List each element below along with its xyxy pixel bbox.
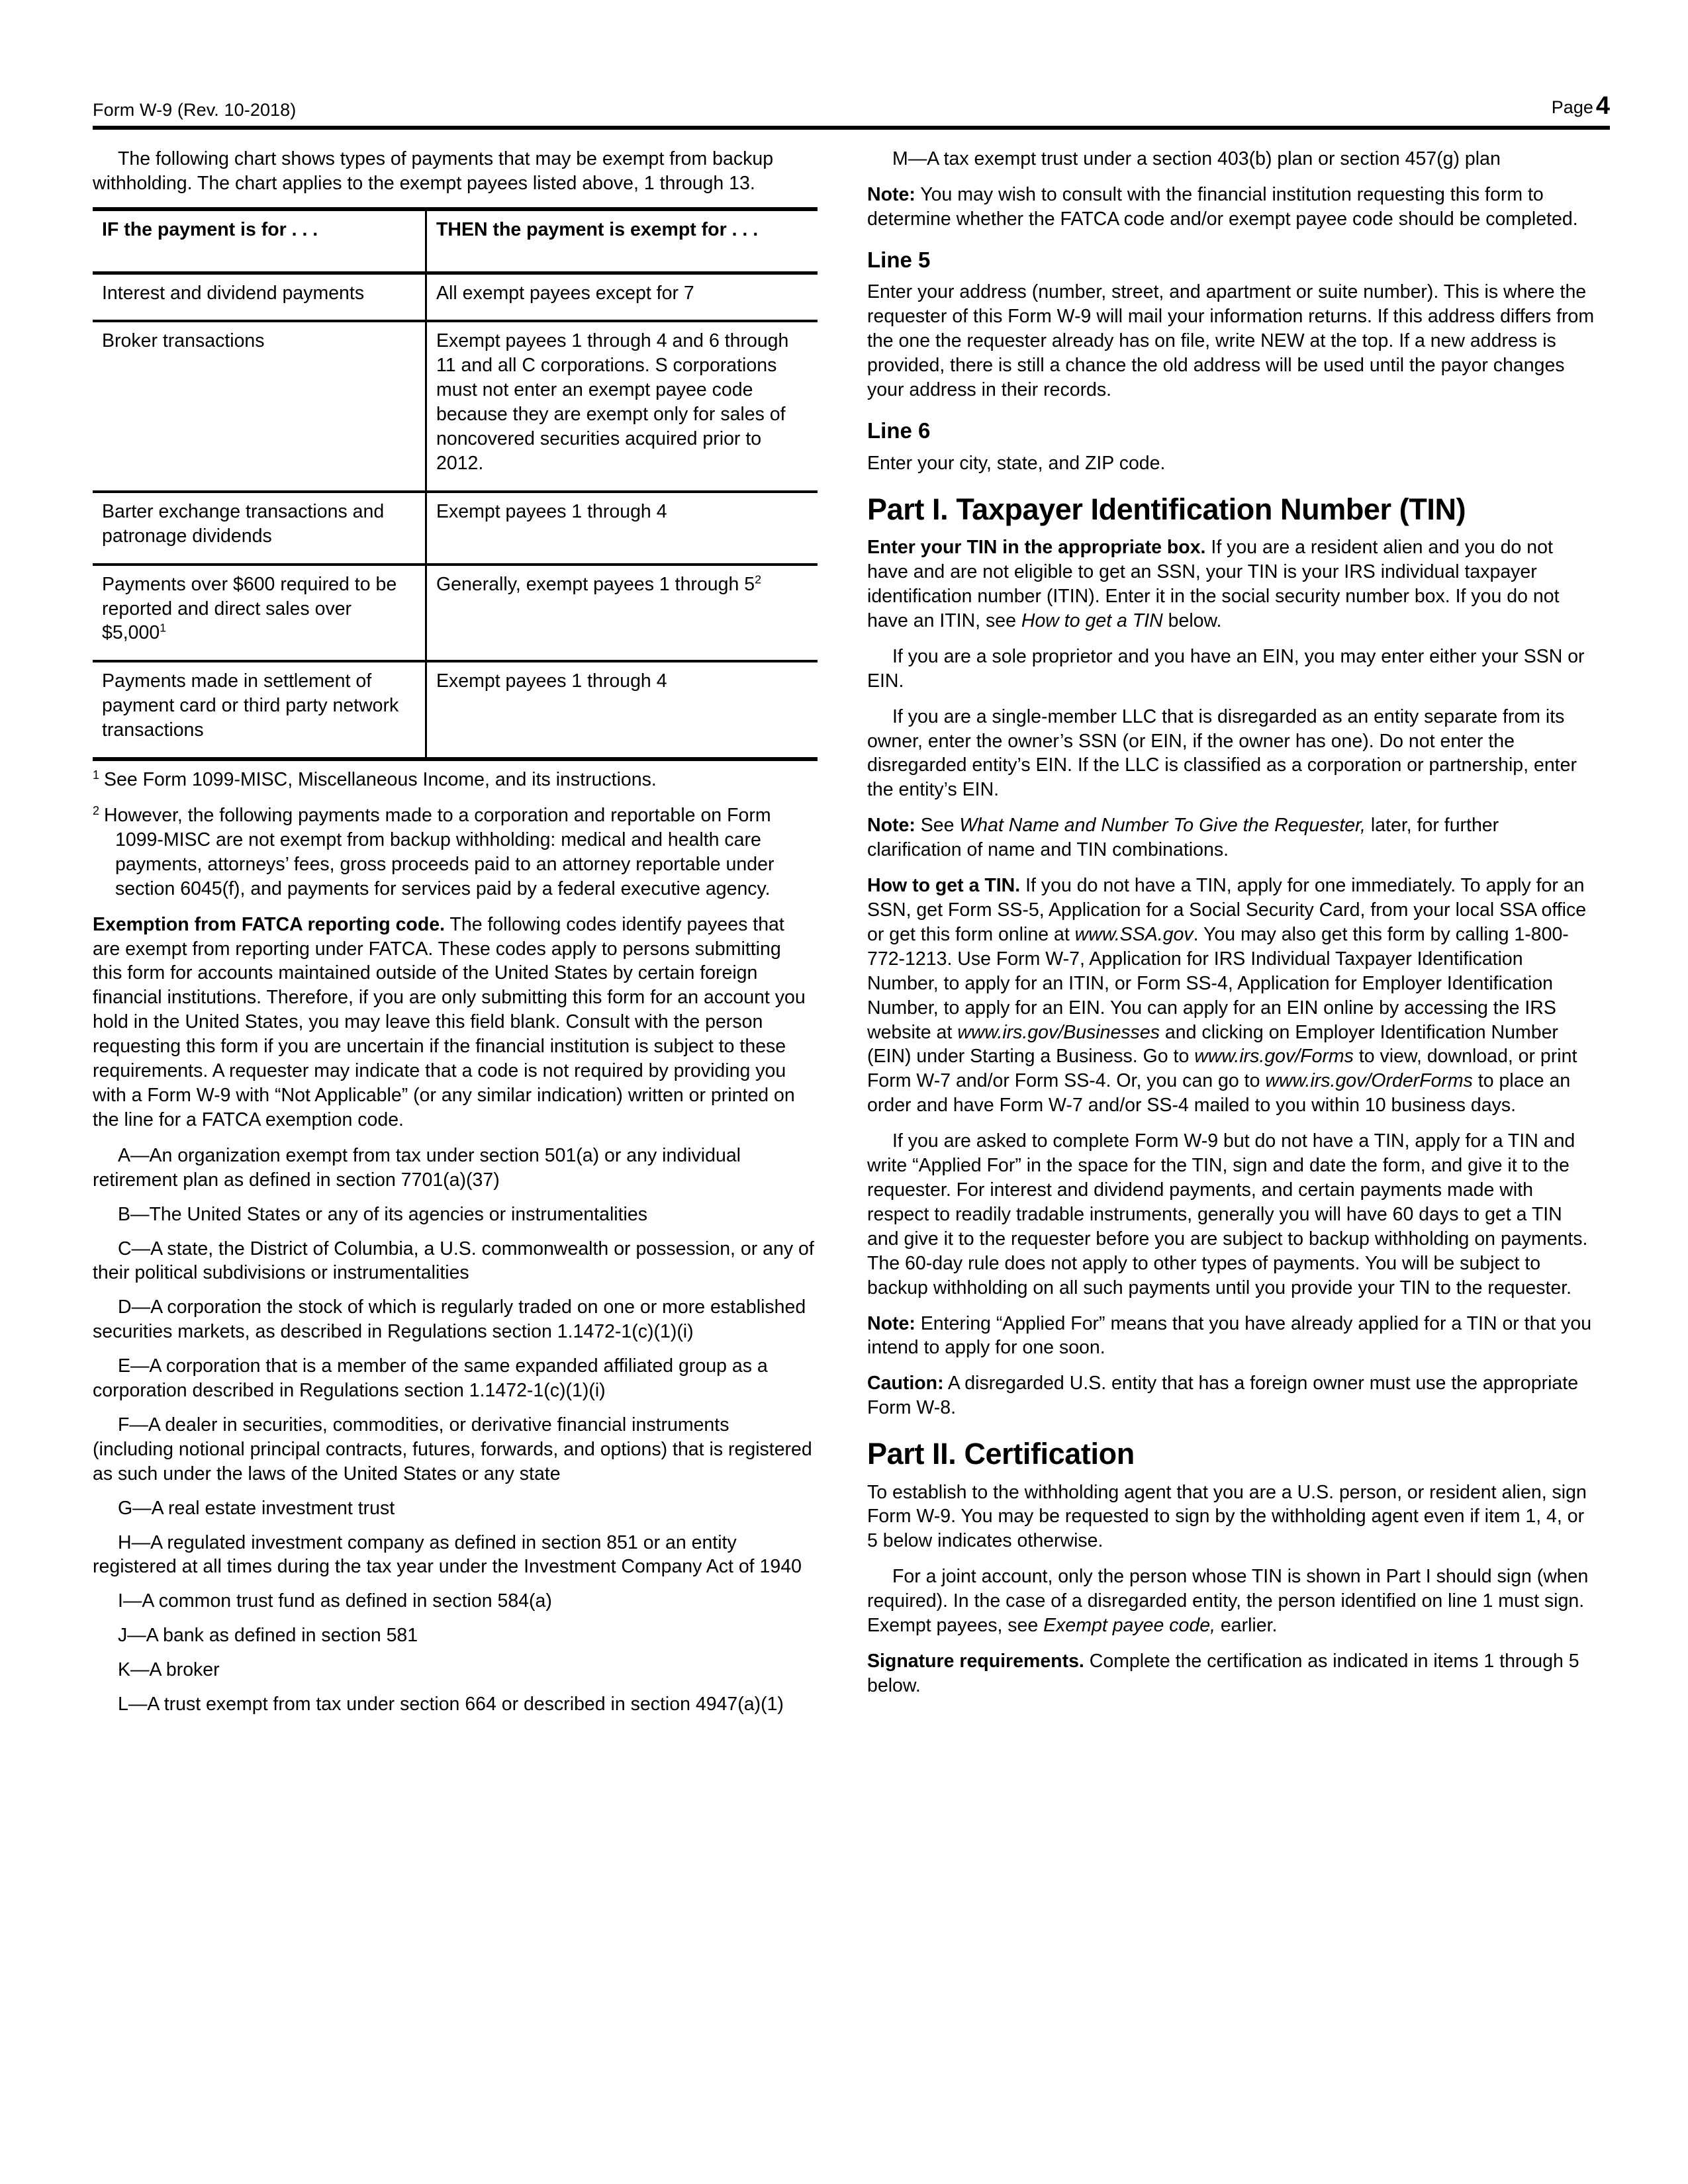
table-cell-then: All exempt payees except for 7: [426, 273, 818, 321]
url-ssa-gov: www.SSA.gov: [1074, 923, 1194, 945]
footnote-ref-2: 2: [755, 572, 762, 586]
form-identifier: Form W-9 (Rev. 10-2018): [93, 100, 297, 120]
table-header-row: [93, 209, 818, 273]
note-italic-ref: What Name and Number To Give the Requester,: [959, 815, 1366, 837]
fatca-code-j: J—A bank as defined in section 581: [118, 1625, 418, 1647]
note-applied-for: [867, 1312, 1595, 1361]
fatca-code-c: C—A state, the District of Columbia, a U.S. commonwealth or possession, or any of their political subdivisions or instrumentalities: [93, 1238, 814, 1284]
table-row: [93, 565, 818, 662]
caution-paragraph: [867, 1371, 1595, 1420]
fatca-code-m: M—A tax exempt trust under a section 403(b) plan or section 457(g) plan: [892, 148, 1501, 169]
fatca-code-b: B—The United States or any of its agencies or instrumentalities: [118, 1203, 647, 1225]
fatca-code-l: L—A trust exempt from tax under section 664 or described in section 4947(a)(1): [118, 1694, 784, 1715]
table-cell-if: Broker transactions: [102, 330, 265, 352]
exempt-payments-table: [93, 207, 818, 762]
url-irs-forms: www.irs.gov/Forms: [1194, 1046, 1354, 1068]
howto-text-2: . You may also get this form by calling 1-800-772-1213. Use Form W-7, Application for IRS Individual Taxpayer Identification Number, to apply for an ITIN, or Form SS-4, Application for Employer Identification Number, to apply for an EIN. You can apply for an EIN online by accessing the IRS website at: [867, 923, 1569, 1043]
note-label: Note:: [867, 183, 915, 205]
running-head: [93, 93, 1610, 126]
caution-body: A disregarded U.S. entity that has a foreign owner must use the appropriate Form W-8.: [867, 1373, 1579, 1419]
certification-paragraph-1: To establish to the withholding agent that you are a U.S. person, or resident alien, sign Form W-9. You may be requested to sign by the withholding agent even if item 1, 4, or 5 below indicates otherwise.: [867, 1481, 1587, 1552]
fatca-code-e: E—A corporation that is a member of the same expanded affiliated group as a corporation described in Regulations section 1.1472-1(c)(1)(i): [93, 1355, 768, 1402]
page-number-label: [1552, 93, 1610, 120]
fatca-code-h: H—A regulated investment company as defined in section 851 or an entity registered at all times during the tax year under the Investment Company Act of 1940: [93, 1531, 802, 1578]
footnote-1-text: See Form 1099-MISC, Miscellaneous Income, and its instructions.: [104, 769, 657, 791]
table-cell-then: Exempt payees 1 through 4: [426, 661, 818, 759]
sole-proprietor-paragraph: If you are a sole proprietor and you have an EIN, you may enter either your SSN or EIN.: [867, 645, 1585, 692]
cell-text: Generally, exempt payees 1 through 5: [436, 573, 755, 595]
note-pre: See: [915, 815, 960, 837]
howto-text-4: to view, download, or print Form W-7 and/or Form SS-4. Or, you can go to: [867, 1046, 1577, 1092]
fatca-code-g: G—A real estate investment trust: [118, 1497, 395, 1519]
table-row: [93, 321, 818, 491]
url-irs-orderforms: www.irs.gov/OrderForms: [1265, 1070, 1473, 1092]
heading-part-2: Part II. Certification: [867, 1437, 1135, 1471]
table-row: [93, 661, 818, 759]
table-header-then: THEN the payment is exempt for . . .: [426, 209, 818, 273]
note-label: Note:: [867, 1312, 915, 1334]
footnote-ref-1: 1: [160, 621, 167, 635]
table-row: [93, 273, 818, 321]
howto-text-5: to place an order and have Form W-7 and/or SS-4 mailed to you within 10 business days.: [867, 1070, 1571, 1116]
cert-text-a: For a joint account, only the person whose TIN is shown in Part I should sign (when required). In the case of a disregarded entity, the person identified on line 1 must sign. Exempt payees, see: [867, 1566, 1589, 1637]
fatca-code-d: D—A corporation the stock of which is regularly traded on one or more established securities markets, as described in Regulations section 1.1472-1(c)(1)(i): [93, 1297, 806, 1343]
table-cell-then: Exempt payees 1 through 4: [426, 492, 818, 565]
heading-line-5: Line 5: [867, 247, 931, 272]
intro-paragraph: The following chart shows types of payments that may be exempt from backup withholding. The chart applies to the exempt payees listed above, 1 through 13.: [93, 148, 774, 194]
right-column: [867, 147, 1595, 1709]
page-number: 4: [1595, 92, 1610, 120]
table-cell-if: Interest and dividend payments: [102, 282, 365, 304]
footnote-2-mark: 2: [93, 803, 100, 817]
line-5-body: Enter your address (number, street, and apartment or suite number). This is where the requester of this Form W-9 will mail your information returns. If this address differs from the one the requester already has on file, write NEW at the top. If a new address is provided, there is still a chance the old address will be used until the payor changes your address in their records.: [867, 281, 1595, 401]
tin-paragraph: [867, 535, 1595, 633]
applied-for-paragraph: If you are asked to complete Form W-9 but do not have a TIN, apply for a TIN and write “Applied For” in the space for the TIN, sign and date the form, and give it to the requester. For interest and dividend payments, and certain payments made with respect to readily tradable instruments, generally you will have 60 days to get a TIN and give it to the requester before you are subject to backup withholding on payments. The 60-day rule does not apply to other types of payments. You will be subject to backup withholding on all such payments until you provide your TIN to the requester.: [867, 1130, 1588, 1298]
exempt-payee-code-italic-ref: Exempt payee code,: [1043, 1615, 1215, 1637]
note-body: Entering “Applied For” means that you have already applied for a TIN or that you intend to apply for one soon.: [867, 1312, 1592, 1359]
url-irs-businesses: www.irs.gov/Businesses: [957, 1021, 1160, 1043]
footnote-2: [93, 803, 814, 901]
single-member-llc-paragraph: If you are a single-member LLC that is disregarded as an entity separate from its owner, enter the owner’s SSN (or EIN, if the owner has one). Do not enter the disregarded entity’s EIN. If the LLC is classified as a corporation or partnership, enter the entity’s EIN.: [867, 705, 1577, 801]
left-column: [93, 147, 814, 1727]
note-fatca-consult: [867, 183, 1595, 232]
table-cell-then: [426, 565, 818, 662]
signature-requirements-paragraph: [867, 1649, 1595, 1698]
caution-label: Caution:: [867, 1373, 944, 1394]
note-what-name-number: [867, 813, 1595, 862]
certification-paragraph-2: [867, 1565, 1595, 1638]
note-post: later, for further clarification of name and TIN combinations.: [867, 815, 1499, 861]
tin-body-a: If you are a resident alien and you do not have and are not eligible to get an SSN, your TIN is your IRS individual taxpayer identification number (ITIN). Enter it in the social security number box. If you do not have an ITIN, see: [867, 537, 1560, 631]
table-cell-then: Exempt payees 1 through 4 and 6 through 11 and all C corporations. S corporations must not enter an exempt payee code because they are exempt only for sales of noncovered securities acquired prior to 2012.: [426, 321, 818, 491]
tin-body-b: below.: [1162, 610, 1222, 631]
footnote-2-text: However, the following payments made to a corporation and reportable on Form 1099-MISC are not exempt from backup withholding: medical and health care payments, attorneys’ fees, gross proceeds paid to an attorney reportable under section 6045(f), and payments for services paid by a federal executive agency.: [104, 805, 774, 899]
fatca-heading: Exemption from FATCA reporting code.: [93, 913, 445, 935]
table-cell-if: [93, 565, 426, 662]
fatca-paragraph: [93, 913, 814, 1132]
note-label: Note:: [867, 815, 915, 837]
footnote-1: [93, 768, 814, 792]
howto-text-3: and clicking on Employer Identification Number (EIN) under Starting a Business. Go to: [867, 1021, 1558, 1068]
cell-text: Payments over $600 required to be reported and direct sales over $5,000: [102, 573, 397, 644]
fatca-code-f: F—A dealer in securities, commodities, or derivative financial instruments (including notional principal contracts, futures, forwards, and options) that is registered as such under the laws of the United States or any state: [93, 1414, 812, 1484]
note-body: You may wish to consult with the financial institution requesting this form to determine whether the FATCA code and/or exempt payee code should be completed.: [867, 183, 1578, 230]
body-columns: [93, 147, 1610, 1727]
signature-requirements-label: Signature requirements.: [867, 1650, 1084, 1672]
how-to-get-tin-paragraph: [867, 874, 1595, 1118]
signature-requirements-body: Complete the certification as indicated in items 1 through 5 below.: [867, 1650, 1579, 1696]
table-header-if: IF the payment is for . . .: [102, 218, 318, 240]
heading-line-6: Line 6: [867, 418, 931, 443]
footnote-1-mark: 1: [93, 768, 100, 782]
fatca-body: The following codes identify payees that are exempt from reporting under FATCA. These codes apply to persons submitting this form for accounts maintained outside of the United States by certain foreign financial institutions. Therefore, if you are only submitting this form for an account you hold in the United States, you may leave this field blank. Consult with the person requesting this form if you are uncertain if the financial institution is subject to these requirements. A requester may indicate that a code is not required by providing you with a Form W-9 with “Not Applicable” (or any similar indication) written or printed on the line for a FATCA exemption code.: [93, 913, 806, 1130]
page-word: Page: [1551, 97, 1593, 117]
tin-bold-lead: Enter your TIN in the appropriate box.: [867, 537, 1206, 559]
fatca-code-a: A—An organization exempt from tax under section 501(a) or any individual retirement plan as defined in section 7701(a)(37): [93, 1144, 741, 1191]
table-cell-if: Barter exchange transactions and patronage dividends: [102, 500, 385, 547]
howto-text-1: If you do not have a TIN, apply for one immediately. To apply for an SSN, get Form SS-5, Application for a Social Security Card, from your local SSA office or get this form online at: [867, 875, 1587, 945]
how-to-get-tin-label: How to get a TIN.: [867, 875, 1021, 897]
table-cell-if: Payments made in settlement of payment card or third party network transactions: [102, 670, 399, 741]
heading-part-1: Part I. Taxpayer Identification Number (TIN): [867, 492, 1466, 526]
fatca-code-k: K—A broker: [118, 1659, 220, 1681]
header-rule: [93, 126, 1610, 130]
line-6-body: Enter your city, state, and ZIP code.: [867, 452, 1166, 474]
table-row: [93, 492, 818, 565]
cert-text-b: earlier.: [1215, 1615, 1278, 1637]
fatca-code-i: I—A common trust fund as defined in section 584(a): [118, 1590, 552, 1612]
tin-italic-ref: How to get a TIN: [1021, 610, 1163, 631]
